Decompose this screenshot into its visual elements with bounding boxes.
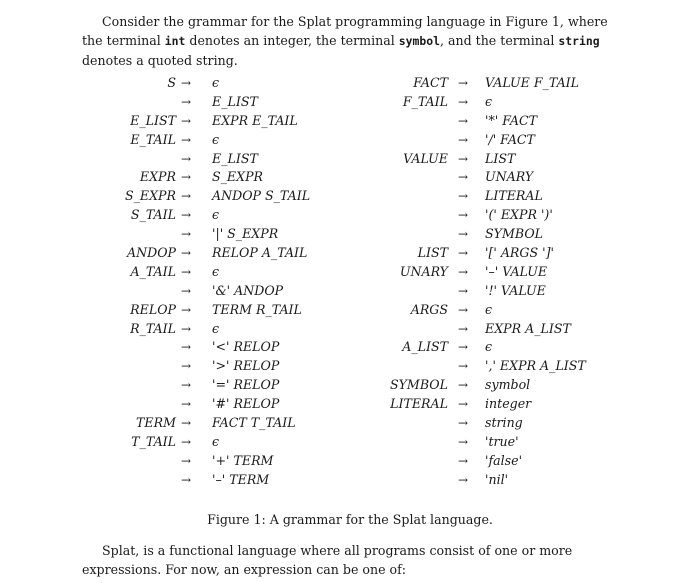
keyword-int: int <box>164 34 186 48</box>
rule-rhs: '[' ARGS ']' <box>485 245 554 261</box>
rule-rhs: '&' ANDOP <box>212 282 284 298</box>
rule-rhs: integer <box>485 396 532 412</box>
rule-rhs: ANDOP S_TAIL <box>212 188 311 204</box>
rule-rhs: ϵ <box>485 339 493 355</box>
rule-arrow: → <box>458 472 469 487</box>
rule-arrow: → <box>458 189 469 204</box>
rule-lhs: A_TAIL <box>130 263 176 279</box>
rule-rhs: FACT T_TAIL <box>212 415 296 431</box>
rule-rhs: '–' TERM <box>212 471 270 487</box>
rule-lhs: TERM <box>136 415 176 431</box>
rule-rhs: ϵ <box>212 320 220 336</box>
rule-arrow: → <box>181 170 192 185</box>
rule-rhs: '!' VALUE <box>485 282 546 298</box>
rule-arrow: → <box>458 283 469 298</box>
rule-arrow: → <box>181 264 192 279</box>
rule-rhs: SYMBOL <box>485 226 544 242</box>
rule-arrow: → <box>458 132 469 147</box>
rule-arrow: → <box>458 170 469 185</box>
rule-arrow: → <box>458 340 469 355</box>
rule-arrow: → <box>181 340 192 355</box>
rule-lhs: E_LIST <box>130 112 176 128</box>
rule-arrow: → <box>458 246 469 261</box>
rule-rhs: RELOP A_TAIL <box>212 245 308 261</box>
rule-rhs: S_EXPR <box>212 169 264 185</box>
rule-rhs: '=' RELOP <box>212 377 280 393</box>
rule-arrow: → <box>181 302 192 317</box>
rule-rhs: '*' FACT <box>485 112 537 128</box>
rule-rhs: ϵ <box>212 131 220 147</box>
rule-arrow: → <box>181 378 192 393</box>
rule-rhs: 'false' <box>485 452 523 468</box>
rule-lhs: E_TAIL <box>130 131 176 147</box>
rule-rhs: EXPR A_LIST <box>485 320 571 336</box>
rule-arrow: → <box>458 321 469 336</box>
intro-text-3: , and the terminal <box>439 33 559 48</box>
rule-arrow: → <box>181 321 192 336</box>
rule-arrow: → <box>458 378 469 393</box>
rule-rhs: ',' EXPR A_LIST <box>485 358 586 374</box>
rule-arrow: → <box>181 113 192 128</box>
rule-lhs: ARGS <box>410 301 448 317</box>
rule-arrow: → <box>458 227 469 242</box>
rule-rhs: '#' RELOP <box>212 396 280 412</box>
rule-rhs: ϵ <box>212 263 220 279</box>
rule-lhs: RELOP <box>130 301 176 317</box>
rule-rhs: symbol <box>485 377 531 393</box>
rule-arrow: → <box>181 416 192 431</box>
rule-lhs: UNARY <box>399 263 448 279</box>
rule-arrow: → <box>181 397 192 412</box>
rule-rhs: '+' TERM <box>212 452 274 468</box>
rule-rhs: LITERAL <box>485 188 543 204</box>
rule-rhs: ϵ <box>212 75 220 90</box>
figure-caption: Figure 1: A grammar for the Splat language. <box>207 512 493 527</box>
rule-rhs: '/' FACT <box>485 131 535 147</box>
rule-rhs: '<' RELOP <box>212 339 280 355</box>
rule-arrow: → <box>458 113 469 128</box>
rule-lhs: LITERAL <box>390 396 448 412</box>
rule-rhs: EXPR E_TAIL <box>212 112 298 128</box>
rule-rhs: '(' EXPR ')' <box>485 207 553 223</box>
rule-arrow: → <box>181 283 192 298</box>
rule-lhs: LIST <box>417 245 448 261</box>
rule-arrow: → <box>181 76 192 90</box>
rule-lhs: SYMBOL <box>389 377 448 393</box>
rule-lhs: EXPR <box>139 169 176 185</box>
rule-arrow: → <box>458 76 469 90</box>
rule-rhs: E_LIST <box>212 150 258 166</box>
rule-lhs: T_TAIL <box>131 433 176 449</box>
rule-rhs: 'true' <box>485 433 519 449</box>
rule-arrow: → <box>181 189 192 204</box>
rule-arrow: → <box>458 359 469 374</box>
rule-arrow: → <box>181 132 192 147</box>
rule-arrow: → <box>181 453 192 468</box>
rule-arrow: → <box>181 472 192 487</box>
rule-rhs: LIST <box>485 150 516 166</box>
rule-arrow: → <box>458 416 469 431</box>
rule-arrow: → <box>458 302 469 317</box>
rule-arrow: → <box>181 246 192 261</box>
rule-rhs: ϵ <box>485 301 493 317</box>
rule-rhs: string <box>485 415 523 431</box>
rule-lhs: R_TAIL <box>130 320 176 336</box>
rule-arrow: → <box>458 453 469 468</box>
rule-lhs: S_TAIL <box>130 207 176 223</box>
keyword-string: string <box>558 34 600 48</box>
rule-rhs: '|' S_EXPR <box>212 226 279 242</box>
rule-arrow: → <box>181 359 192 374</box>
rule-arrow: → <box>458 151 469 166</box>
rule-arrow: → <box>458 397 469 412</box>
rule-rhs: ϵ <box>212 433 220 449</box>
keyword-symbol: symbol <box>398 34 440 48</box>
rule-arrow: → <box>458 264 469 279</box>
rule-rhs: E_LIST <box>212 93 258 109</box>
intro-text-1: Consider the grammar for the Splat programming language in Figure 1, where the terminal <box>82 14 608 48</box>
rule-rhs: TERM R_TAIL <box>212 301 302 317</box>
rule-lhs: VALUE <box>403 150 448 166</box>
rule-arrow: → <box>181 434 192 449</box>
rule-lhs: F_TAIL <box>402 93 448 109</box>
rule-rhs: '>' RELOP <box>212 358 280 374</box>
rule-arrow: → <box>458 434 469 449</box>
rule-rhs: VALUE F_TAIL <box>485 75 579 90</box>
rule-rhs: ϵ <box>212 207 220 223</box>
intro-text-2: denotes an integer, the terminal <box>185 33 399 48</box>
intro-text-4: denotes a quoted string. <box>82 53 238 68</box>
rule-rhs: UNARY <box>485 169 534 185</box>
rule-arrow: → <box>458 208 469 223</box>
outro-paragraph: Splat, is a functional language where all programs consist of one or more expressions. For now, an expression can be one of: <box>82 543 573 577</box>
rule-lhs: FACT <box>413 75 448 90</box>
rule-arrow: → <box>181 151 192 166</box>
rule-arrow: → <box>458 94 469 109</box>
rule-lhs: ANDOP <box>126 245 176 261</box>
rule-lhs: S_EXPR <box>124 188 176 204</box>
rule-rhs: 'nil' <box>485 471 509 487</box>
rule-arrow: → <box>181 208 192 223</box>
rule-rhs: '–' VALUE <box>485 263 548 279</box>
rule-lhs: A_LIST <box>402 339 448 355</box>
rule-rhs: ϵ <box>485 93 493 109</box>
rule-lhs: S <box>167 75 176 90</box>
rule-arrow: → <box>181 94 192 109</box>
rule-arrow: → <box>181 227 192 242</box>
